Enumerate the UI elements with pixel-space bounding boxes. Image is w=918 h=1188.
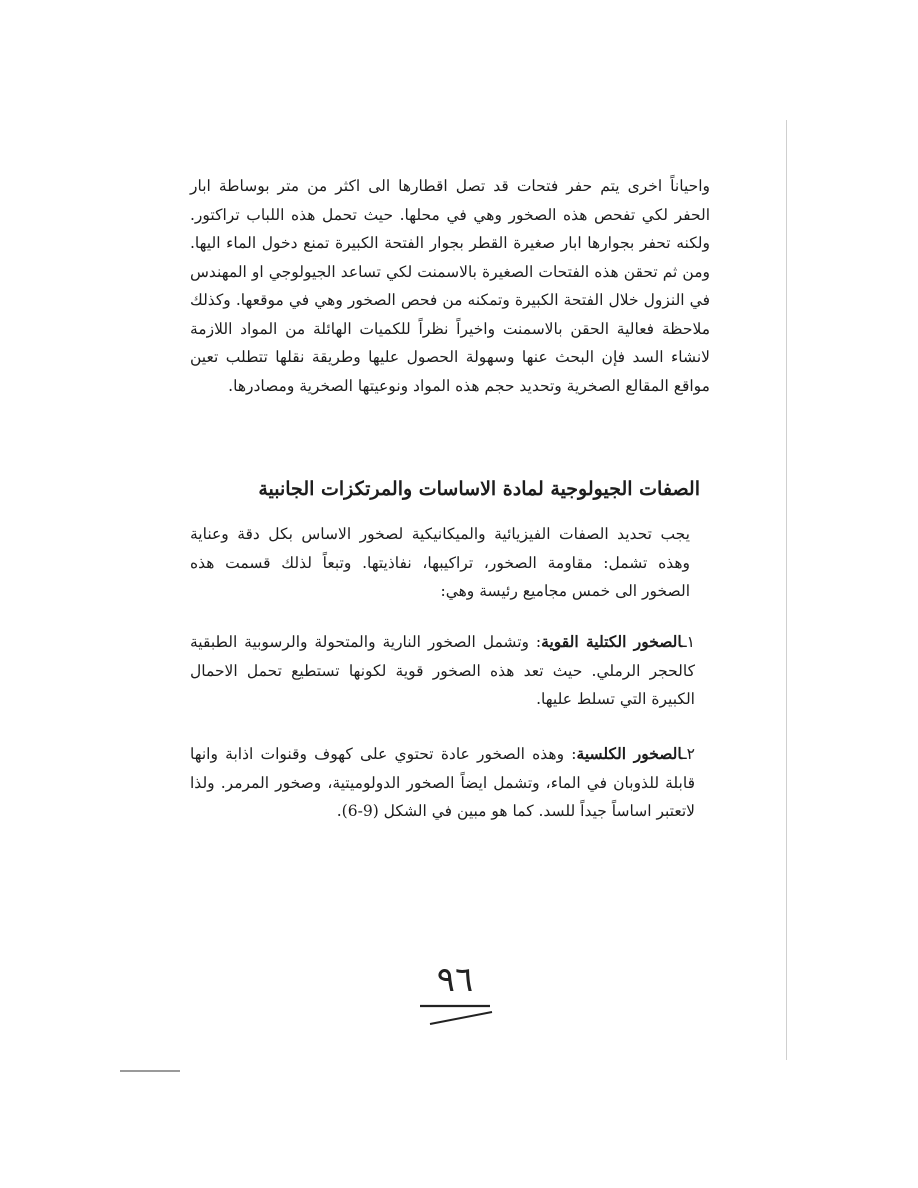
- paragraph-1: واحياناً اخرى يتم حفر فتحات قد تصل اقطارها الى اكثر من متر بوساطة ابار الحفر لكي تفحص هذه الصخور وهي في محلها. حيث تحمل هذه اللباب تراكتور. ولكنه تحفر بجوارها ابار صغيرة القطر بجوار الفتحة الكبيرة تمنع دخول الماء اليها. ومن ثم تحقن هذه الفتحات الصغيرة بالاسمنت لكي تساعد الجيولوجي او المهندس في النزول خلال الفتحة الكبيرة وتمكنه من فحص الصخور وهي في موقعها. وكذلك ملاحظة فعالية الحقن بالاسمنت واخيراً نظراً للكميات الهائلة من المواد اللازمة لانشاء السد فإن البحث عنها وسهولة الحصول عليها وطريقة نقلها تتطلب تعين مواقع المقالع الصخرية وتحديد حجم هذه المواد ونوعيتها الصخرية ومصادرها.: [190, 177, 710, 395]
- list-item: [190, 740, 695, 826]
- intro-paragraph: يجب تحديد الصفات الفيزيائية والميكانيكية لصخور الاساس بكل دقة وعناية وهذه تشمل: مقاومة الصخور، تراكيبها، نفاذيتها. وتبعاً لذلك قسمت هذه الصخور الى خمس مجاميع رئيسة وهي:: [190, 525, 690, 600]
- list-item-term: الصخور الكلسية: [576, 744, 683, 763]
- section-heading: الصفات الجيولوجية لمادة الاساسات والمرتكزات الجانبية: [258, 478, 700, 500]
- list-item-term: الصخور الكتلية القوية: [541, 632, 683, 651]
- list-item-text: : وهذه الصخور عادة تحتوي على كهوف وقنوات اذابة وانها قابلة للذوبان في الماء، وتشمل ايضاً الصخور الدولوميتية، وصخور المرمر. ولذا لاتعتبر اساساً جيداً للسد. كما هو مبين في الشكل (9-6).: [190, 745, 695, 820]
- list-item: [190, 628, 695, 714]
- list-item-number: ١ـ: [682, 633, 695, 651]
- page-number-underline: [400, 1000, 510, 1030]
- scan-edge-right: [786, 120, 787, 1060]
- page-number-text: ٩٦: [436, 960, 474, 1000]
- scan-edge-bottom: [120, 1070, 180, 1072]
- list-item-text: : وتشمل الصخور النارية والمتحولة والرسوبية الطبقية كالحجر الرملي. حيث تعد هذه الصخور قوية لكونها تستطيع تحمل الاحمال الكبيرة التي تسلط عليها.: [190, 633, 695, 708]
- body-text-block: [190, 172, 710, 400]
- page-number: [400, 960, 510, 1030]
- list-item-number: ٢ـ: [682, 745, 695, 763]
